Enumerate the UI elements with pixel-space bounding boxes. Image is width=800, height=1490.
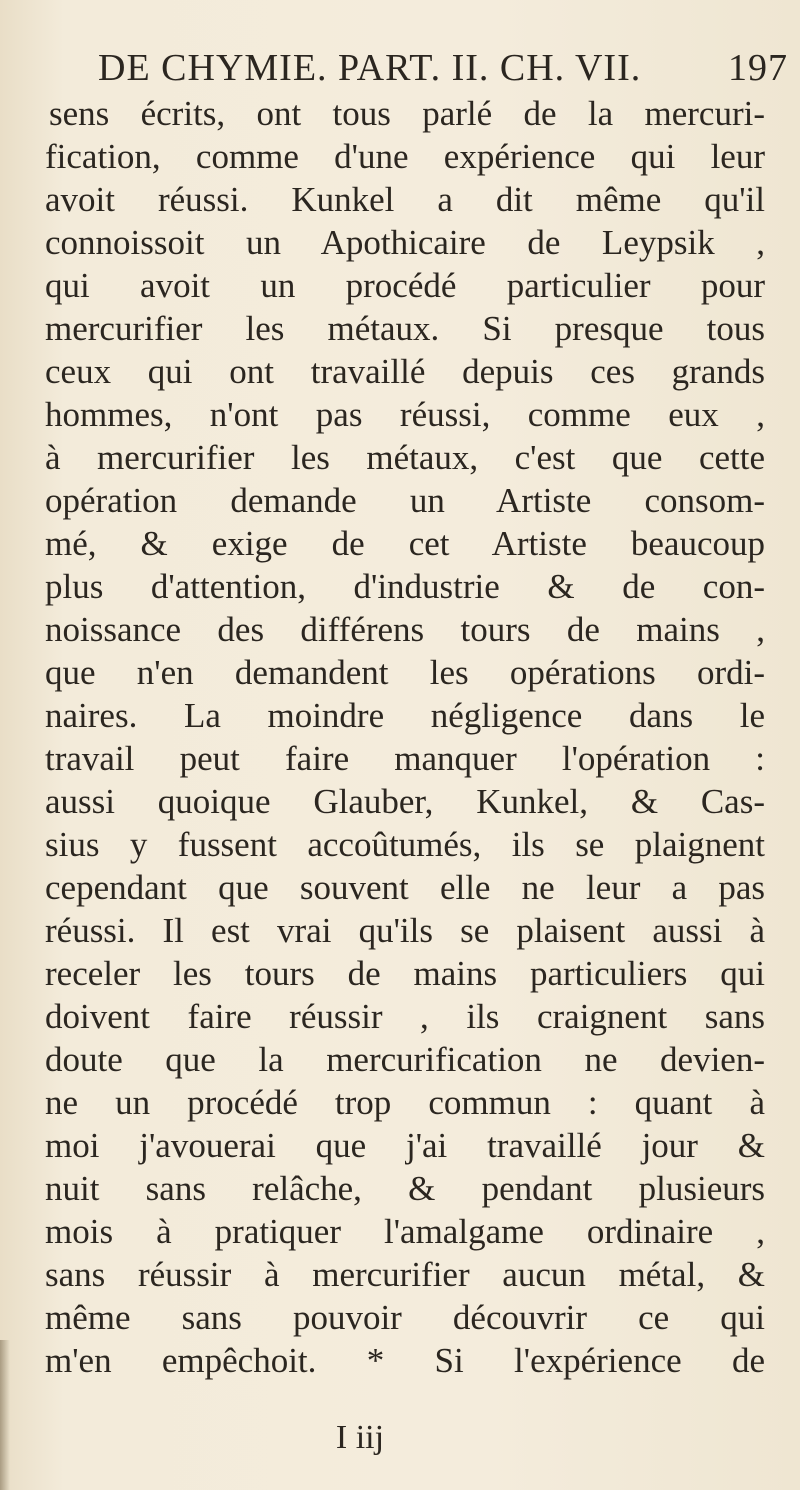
text-line: sans réussir à mercurifier aucun métal, &: [45, 1255, 765, 1294]
text-line: doivent faire réussir , ils craignent sans: [45, 997, 765, 1036]
text-line: même sans pouvoir découvrir ce qui: [45, 1298, 765, 1337]
text-line: que n'en demandent les opérations ordi-: [45, 653, 765, 692]
text-line: fication, comme d'une expérience qui leur: [45, 137, 765, 176]
text-line: à mercurifier les métaux, c'est que cette: [45, 438, 765, 477]
text-line: ceux qui ont travaillé depuis ces grands: [45, 352, 765, 391]
text-line: sius y fussent accoûtumés, ils se plaignent: [45, 825, 765, 864]
text-line: travail peut faire manquer l'opération :: [45, 739, 765, 778]
text-line: aussi quoique Glauber, Kunkel, & Cas-: [45, 782, 765, 821]
text-line: qui avoit un procédé particulier pour: [45, 266, 765, 305]
text-line: plus d'attention, d'industrie & de con-: [45, 567, 765, 606]
text-line: cependant que souvent elle ne leur a pas: [45, 868, 765, 907]
body-text: [45, 92, 765, 1382]
text-line: ne un procédé trop commun : quant à: [45, 1083, 765, 1122]
running-title: DE CHYMIE. PART. II. CH. VII.: [98, 47, 642, 89]
text-line: connoissoit un Apothicaire de Leypsik ,: [45, 223, 765, 262]
page-number: 197: [728, 47, 788, 89]
text-line: opération demande un Artiste consom-: [45, 481, 765, 520]
page-header: [98, 44, 788, 92]
text-line: mercurifier les métaux. Si presque tous: [45, 309, 765, 348]
text-line: hommes, n'ont pas réussi, comme eux ,: [45, 395, 765, 434]
text-line: naires. La moindre négligence dans le: [45, 696, 765, 735]
text-line: mé, & exige de cet Artiste beaucoup: [45, 524, 765, 563]
binding-shadow: [0, 1340, 10, 1490]
text-line: receler les tours de mains particuliers qui: [45, 954, 765, 993]
text-line: avoit réussi. Kunkel a dit même qu'il: [45, 180, 765, 219]
text-line: moi j'avouerai que j'ai travaillé jour &: [45, 1126, 765, 1165]
text-line: réussi. Il est vrai qu'ils se plaisent aussi à: [45, 911, 765, 950]
text-line: noissance des différens tours de mains ,: [45, 610, 765, 649]
text-line: mois à pratiquer l'amalgame ordinaire ,: [45, 1212, 765, 1251]
text-line: nuit sans relâche, & pendant plusieurs: [45, 1169, 765, 1208]
signature-mark: I iij: [335, 1419, 385, 1456]
text-line: m'en empêchoit. * Si l'expérience de: [45, 1341, 765, 1380]
text-line: doute que la mercurification ne devien-: [45, 1040, 765, 1079]
text-line: sens écrits, ont tous parlé de la mercuri-: [49, 94, 765, 133]
